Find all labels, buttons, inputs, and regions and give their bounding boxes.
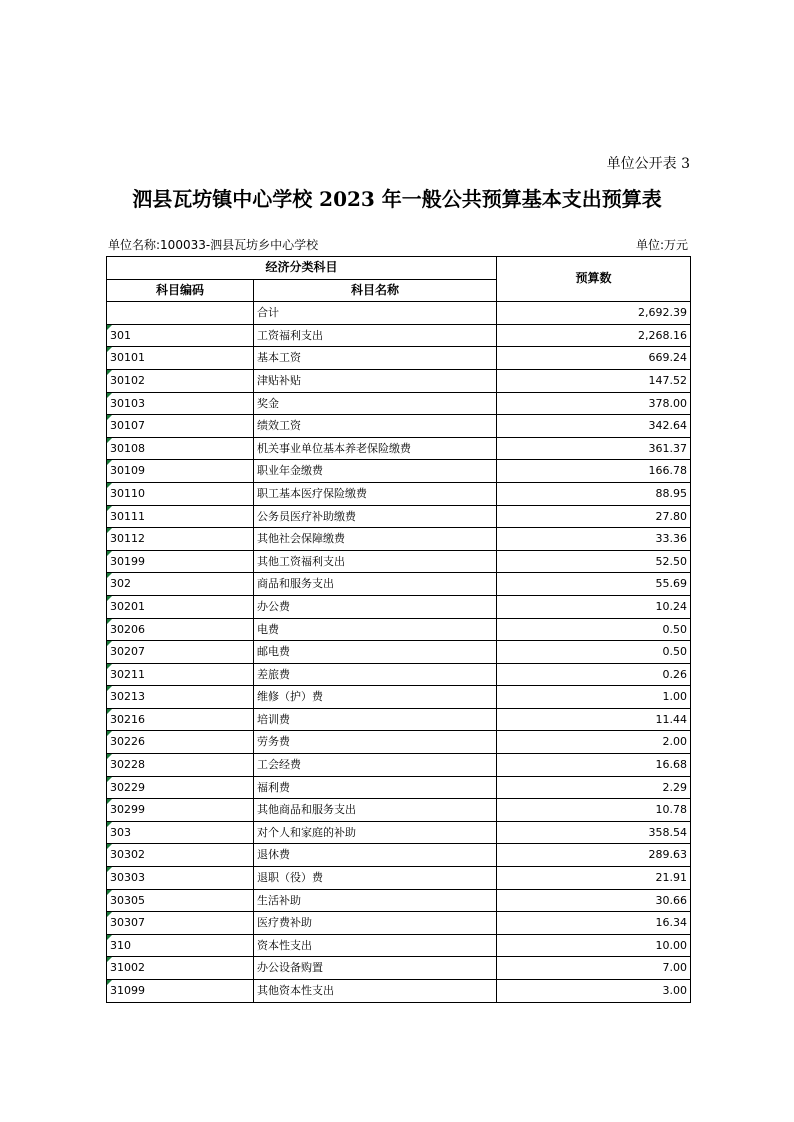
- row-name: 其他商品和服务支出: [254, 799, 497, 822]
- header-code: 科目编码: [107, 279, 254, 302]
- table-row: [107, 573, 691, 596]
- row-code: 31099: [107, 980, 254, 1003]
- row-amount: 0.26: [497, 663, 691, 686]
- row-amount: 0.50: [497, 641, 691, 664]
- row-code: 30112: [107, 528, 254, 551]
- table-row: [107, 302, 691, 325]
- row-code: 30102: [107, 369, 254, 392]
- row-code: 30199: [107, 550, 254, 573]
- row-code: 30216: [107, 708, 254, 731]
- row-amount: 147.52: [497, 369, 691, 392]
- row-code: 30303: [107, 867, 254, 890]
- row-name: 职业年金缴费: [254, 460, 497, 483]
- table-row: [107, 934, 691, 957]
- row-name: 其他资本性支出: [254, 980, 497, 1003]
- row-amount: 16.34: [497, 912, 691, 935]
- row-amount: 21.91: [497, 867, 691, 890]
- row-amount: 10.24: [497, 595, 691, 618]
- table-row: [107, 595, 691, 618]
- row-code: 301: [107, 324, 254, 347]
- table-row: [107, 437, 691, 460]
- row-amount: 11.44: [497, 708, 691, 731]
- row-amount: 2,268.16: [497, 324, 691, 347]
- row-name: 资本性支出: [254, 934, 497, 957]
- row-amount: 361.37: [497, 437, 691, 460]
- row-code: 31002: [107, 957, 254, 980]
- row-name: 办公费: [254, 595, 497, 618]
- table-row: [107, 505, 691, 528]
- row-amount: 358.54: [497, 821, 691, 844]
- row-amount: 52.50: [497, 550, 691, 573]
- table-row: [107, 324, 691, 347]
- table-row: [107, 347, 691, 370]
- unit-name: 单位名称:100033-泗县瓦坊乡中心学校: [108, 238, 319, 252]
- row-amount: 27.80: [497, 505, 691, 528]
- table-row: [107, 550, 691, 573]
- row-name: 退职（役）费: [254, 867, 497, 890]
- row-amount: 10.78: [497, 799, 691, 822]
- row-name: 合计: [254, 302, 497, 325]
- row-amount: 55.69: [497, 573, 691, 596]
- row-name: 工资福利支出: [254, 324, 497, 347]
- unit-label: 单位:万元: [635, 238, 688, 252]
- row-code: 30211: [107, 663, 254, 686]
- row-amount: 33.36: [497, 528, 691, 551]
- row-name: 其他社会保障缴费: [254, 528, 497, 551]
- row-code: 30302: [107, 844, 254, 867]
- meta-line: [108, 236, 688, 253]
- table-row: [107, 708, 691, 731]
- row-amount: 2,692.39: [497, 302, 691, 325]
- row-name: 奖金: [254, 392, 497, 415]
- table-row: [107, 731, 691, 754]
- table-row: [107, 889, 691, 912]
- table-row: [107, 369, 691, 392]
- row-code: 30101: [107, 347, 254, 370]
- row-code: 30299: [107, 799, 254, 822]
- row-amount: 289.63: [497, 844, 691, 867]
- table-row: [107, 528, 691, 551]
- row-code: 30229: [107, 776, 254, 799]
- row-name: 差旅费: [254, 663, 497, 686]
- row-amount: 166.78: [497, 460, 691, 483]
- table-row: [107, 392, 691, 415]
- row-code: 30201: [107, 595, 254, 618]
- row-name: 劳务费: [254, 731, 497, 754]
- table-row: [107, 663, 691, 686]
- row-code: 30228: [107, 754, 254, 777]
- row-name: 工会经费: [254, 754, 497, 777]
- table-row: [107, 482, 691, 505]
- row-code: 30206: [107, 618, 254, 641]
- row-code: 30111: [107, 505, 254, 528]
- page-title: 泗县瓦坊镇中心学校 2023 年一般公共预算基本支出预算表: [132, 187, 662, 211]
- row-amount: 378.00: [497, 392, 691, 415]
- table-row: [107, 844, 691, 867]
- row-amount: 10.00: [497, 934, 691, 957]
- row-name: 机关事业单位基本养老保险缴费: [254, 437, 497, 460]
- table-row: [107, 618, 691, 641]
- row-amount: 88.95: [497, 482, 691, 505]
- table-row: [107, 641, 691, 664]
- header-group: 经济分类科目: [107, 257, 497, 280]
- table-row: [107, 460, 691, 483]
- row-code: [107, 302, 254, 325]
- table-row: [107, 867, 691, 890]
- row-code: 30109: [107, 460, 254, 483]
- row-amount: 30.66: [497, 889, 691, 912]
- row-amount: 3.00: [497, 980, 691, 1003]
- table-row: [107, 415, 691, 438]
- row-name: 电费: [254, 618, 497, 641]
- row-code: 310: [107, 934, 254, 957]
- row-code: 30226: [107, 731, 254, 754]
- row-code: 303: [107, 821, 254, 844]
- row-name: 退休费: [254, 844, 497, 867]
- row-name: 公务员医疗补助缴费: [254, 505, 497, 528]
- row-name: 培训费: [254, 708, 497, 731]
- table-body: [107, 302, 691, 1002]
- row-amount: 2.29: [497, 776, 691, 799]
- row-amount: 669.24: [497, 347, 691, 370]
- table-number: 单位公开表 3: [606, 156, 690, 172]
- row-code: 30207: [107, 641, 254, 664]
- table-row: [107, 912, 691, 935]
- table-row: [107, 799, 691, 822]
- row-code: 30108: [107, 437, 254, 460]
- row-name: 商品和服务支出: [254, 573, 497, 596]
- row-code: 30107: [107, 415, 254, 438]
- header-amount: 预算数: [497, 257, 691, 302]
- row-amount: 7.00: [497, 957, 691, 980]
- table-row: [107, 957, 691, 980]
- row-name: 办公设备购置: [254, 957, 497, 980]
- row-code: 30110: [107, 482, 254, 505]
- row-amount: 16.68: [497, 754, 691, 777]
- row-code: 30103: [107, 392, 254, 415]
- table-row: [107, 686, 691, 709]
- row-code: 30307: [107, 912, 254, 935]
- row-name: 邮电费: [254, 641, 497, 664]
- table-row: [107, 980, 691, 1003]
- row-name: 维修（护）费: [254, 686, 497, 709]
- budget-table: [106, 256, 691, 1003]
- row-name: 其他工资福利支出: [254, 550, 497, 573]
- row-name: 基本工资: [254, 347, 497, 370]
- row-code: 30305: [107, 889, 254, 912]
- row-name: 福利费: [254, 776, 497, 799]
- row-name: 医疗费补助: [254, 912, 497, 935]
- table-row: [107, 754, 691, 777]
- table-row: [107, 821, 691, 844]
- row-name: 津贴补贴: [254, 369, 497, 392]
- row-code: 302: [107, 573, 254, 596]
- row-name: 职工基本医疗保险缴费: [254, 482, 497, 505]
- header-name: 科目名称: [254, 279, 497, 302]
- row-amount: 342.64: [497, 415, 691, 438]
- row-code: 30213: [107, 686, 254, 709]
- row-amount: 2.00: [497, 731, 691, 754]
- table-row: [107, 776, 691, 799]
- row-name: 对个人和家庭的补助: [254, 821, 497, 844]
- row-name: 生活补助: [254, 889, 497, 912]
- row-amount: 0.50: [497, 618, 691, 641]
- row-name: 绩效工资: [254, 415, 497, 438]
- row-amount: 1.00: [497, 686, 691, 709]
